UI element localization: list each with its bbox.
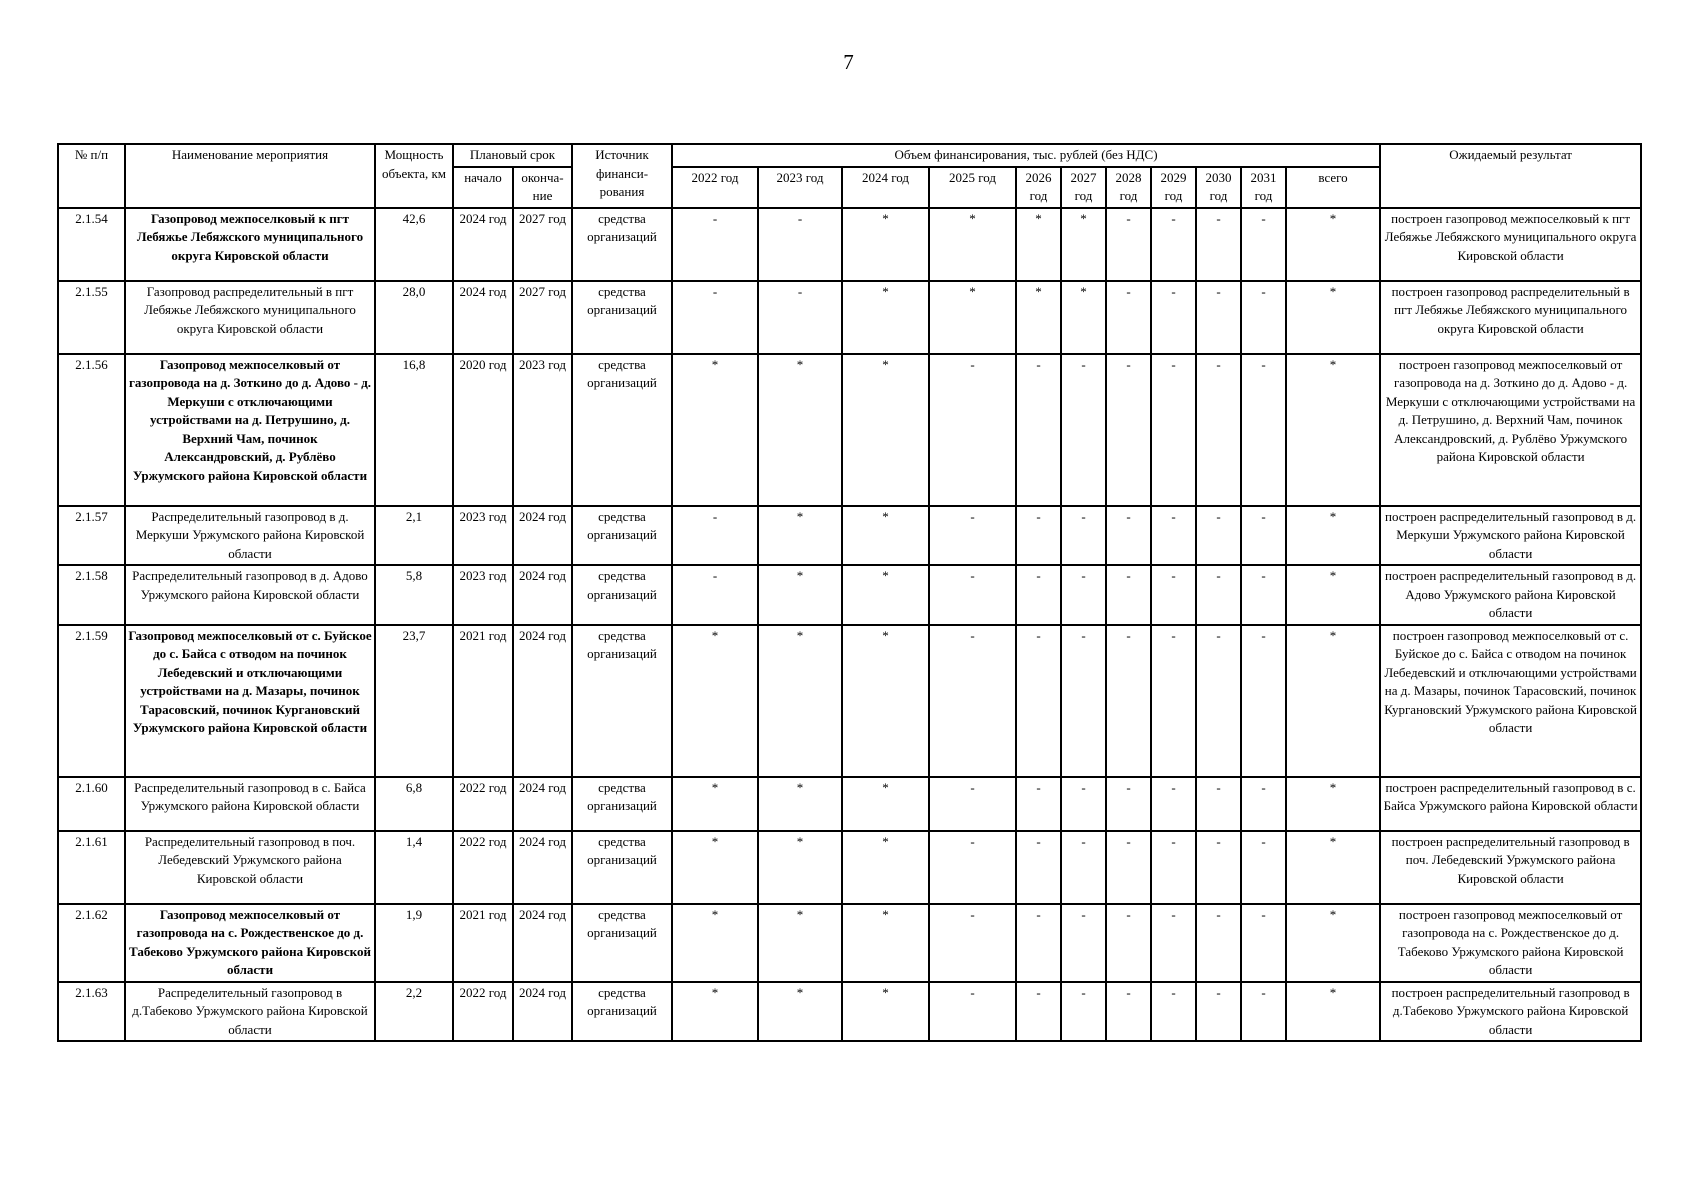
row-capacity-cell: 2,1 (375, 506, 453, 566)
row-financing-cell: - (758, 281, 842, 354)
row-financing-cell: - (1241, 354, 1286, 506)
row-financing-cell: - (929, 625, 1016, 777)
row-financing-cell: - (929, 565, 1016, 625)
row-financing-cell: * (842, 777, 929, 831)
col-year-2025-header: 2025 год (929, 167, 1016, 208)
row-start-cell: 2022 год (453, 777, 513, 831)
row-source-cell: средства организаций (572, 281, 672, 354)
row-end-cell: 2027 год (513, 208, 572, 281)
row-financing-cell: * (1016, 281, 1061, 354)
row-num-cell: 2.1.56 (58, 354, 125, 506)
row-financing-cell: - (1196, 565, 1241, 625)
row-end-cell: 2024 год (513, 831, 572, 904)
row-capacity-cell: 42,6 (375, 208, 453, 281)
row-financing-cell: - (1151, 354, 1196, 506)
row-financing-cell: - (1016, 982, 1061, 1042)
col-term-end-header: оконча-ние (513, 167, 572, 208)
row-financing-cell: - (1151, 565, 1196, 625)
row-name-cell: Распределительный газопровод в с. Байса Уржумского района Кировской области (125, 777, 375, 831)
row-financing-cell: - (1106, 506, 1151, 566)
col-year-2024-header: 2024 год (842, 167, 929, 208)
row-total-cell: * (1286, 904, 1380, 982)
row-financing-cell: - (1241, 777, 1286, 831)
table-row (58, 625, 1641, 777)
row-financing-cell: - (929, 506, 1016, 566)
row-financing-cell: - (1241, 982, 1286, 1042)
row-name-cell: Газопровод распределительный в пгт Лебяжье Лебяжского муниципального округа Кировской области (125, 281, 375, 354)
row-start-cell: 2021 год (453, 625, 513, 777)
row-financing-cell: * (672, 904, 758, 982)
row-name-cell: Газопровод межпоселковый от газопровода на д. Зоткино до д. Адово - д. Меркуши с отключающими устройствами на д. Петрушино, д. Верхний Чам, починок Александровский, д. Рублёво Уржумского района Кировской области (125, 354, 375, 506)
row-num-cell: 2.1.63 (58, 982, 125, 1042)
row-capacity-cell: 1,9 (375, 904, 453, 982)
row-financing-cell: - (1061, 904, 1106, 982)
row-num-cell: 2.1.60 (58, 777, 125, 831)
row-source-cell: средства организаций (572, 625, 672, 777)
row-financing-cell: - (1196, 208, 1241, 281)
row-financing-cell: - (672, 506, 758, 566)
row-end-cell: 2027 год (513, 281, 572, 354)
table-row (58, 831, 1641, 904)
col-year-2023-header: 2023 год (758, 167, 842, 208)
col-term-header: Плановый срок (453, 144, 572, 167)
row-financing-cell: - (1061, 982, 1106, 1042)
row-financing-cell: - (1241, 831, 1286, 904)
row-result-cell: построен распределительный газопровод в д.Табеково Уржумского района Кировской области (1380, 982, 1641, 1042)
row-financing-cell: - (1151, 831, 1196, 904)
row-num-cell: 2.1.57 (58, 506, 125, 566)
row-capacity-cell: 16,8 (375, 354, 453, 506)
row-financing-cell: * (842, 208, 929, 281)
row-source-cell: средства организаций (572, 506, 672, 566)
row-financing-cell: * (842, 625, 929, 777)
row-financing-cell: - (672, 208, 758, 281)
row-financing-cell: - (929, 777, 1016, 831)
row-financing-cell: * (672, 354, 758, 506)
row-start-cell: 2021 год (453, 904, 513, 982)
row-end-cell: 2024 год (513, 625, 572, 777)
row-financing-cell: * (929, 281, 1016, 354)
col-term-start-header: начало (453, 167, 513, 208)
row-financing-cell: - (1016, 354, 1061, 506)
row-financing-cell: - (1016, 904, 1061, 982)
row-financing-cell: - (1061, 354, 1106, 506)
row-end-cell: 2024 год (513, 777, 572, 831)
row-financing-cell: - (1241, 625, 1286, 777)
col-year-2031-header: 2031 год (1241, 167, 1286, 208)
row-financing-cell: - (1061, 777, 1106, 831)
row-financing-cell: - (1061, 565, 1106, 625)
row-result-cell: построен газопровод межпоселковый от с. Буйское до с. Байса с отводом на починок Лебедевский и отключающими устройствами на д. Мазары, починок Тарасовский, починок Кургановский Уржумского района Кировской области (1380, 625, 1641, 777)
row-source-cell: средства организаций (572, 904, 672, 982)
row-financing-cell: - (1241, 208, 1286, 281)
row-financing-cell: * (842, 281, 929, 354)
table-row (58, 982, 1641, 1042)
row-financing-cell: - (1196, 625, 1241, 777)
row-financing-cell: - (1196, 831, 1241, 904)
row-financing-cell: * (758, 777, 842, 831)
col-year-2022-header: 2022 год (672, 167, 758, 208)
row-result-cell: построен распределительный газопровод в д. Адово Уржумского района Кировской области (1380, 565, 1641, 625)
row-financing-cell: - (1016, 506, 1061, 566)
col-year-2028-header: 2028 год (1106, 167, 1151, 208)
col-total-header: всего (1286, 167, 1380, 208)
row-start-cell: 2024 год (453, 208, 513, 281)
row-start-cell: 2024 год (453, 281, 513, 354)
row-end-cell: 2024 год (513, 565, 572, 625)
row-financing-cell: - (1016, 777, 1061, 831)
table-row (58, 281, 1641, 354)
row-total-cell: * (1286, 281, 1380, 354)
program-table (57, 143, 1642, 1042)
table-row (58, 506, 1641, 566)
row-financing-cell: - (1196, 506, 1241, 566)
row-capacity-cell: 1,4 (375, 831, 453, 904)
row-financing-cell: - (758, 208, 842, 281)
row-source-cell: средства организаций (572, 777, 672, 831)
row-financing-cell: - (1061, 831, 1106, 904)
row-financing-cell: - (929, 831, 1016, 904)
row-num-cell: 2.1.58 (58, 565, 125, 625)
row-financing-cell: - (1106, 281, 1151, 354)
row-financing-cell: * (1061, 208, 1106, 281)
row-source-cell: средства организаций (572, 982, 672, 1042)
row-financing-cell: * (758, 565, 842, 625)
row-financing-cell: * (672, 625, 758, 777)
row-financing-cell: - (1061, 506, 1106, 566)
row-total-cell: * (1286, 625, 1380, 777)
row-name-cell: Распределительный газопровод в д. Адово Уржумского района Кировской области (125, 565, 375, 625)
row-name-cell: Распределительный газопровод в д. Меркуши Уржумского района Кировской области (125, 506, 375, 566)
row-financing-cell: - (1241, 904, 1286, 982)
row-financing-cell: - (1196, 281, 1241, 354)
col-source-header: Источник финанси-рования (572, 144, 672, 208)
row-financing-cell: - (1151, 982, 1196, 1042)
row-financing-cell: * (672, 982, 758, 1042)
row-financing-cell: - (1196, 354, 1241, 506)
row-financing-cell: * (842, 354, 929, 506)
row-num-cell: 2.1.55 (58, 281, 125, 354)
row-result-cell: построен распределительный газопровод в поч. Лебедевский Уржумского района Кировской области (1380, 831, 1641, 904)
row-result-cell: построен газопровод межпоселковый к пгт Лебяжье Лебяжского муниципального округа Кировской области (1380, 208, 1641, 281)
col-num-header: № п/п (58, 144, 125, 208)
row-source-cell: средства организаций (572, 565, 672, 625)
row-source-cell: средства организаций (572, 354, 672, 506)
row-financing-cell: - (1106, 354, 1151, 506)
col-year-2030-header: 2030 год (1196, 167, 1241, 208)
row-total-cell: * (1286, 506, 1380, 566)
col-name-header: Наименование мероприятия (125, 144, 375, 208)
row-result-cell: построен распределительный газопровод в д. Меркуши Уржумского района Кировской области (1380, 506, 1641, 566)
row-capacity-cell: 23,7 (375, 625, 453, 777)
row-end-cell: 2024 год (513, 982, 572, 1042)
row-name-cell: Распределительный газопровод в д.Табеково Уржумского района Кировской области (125, 982, 375, 1042)
row-financing-cell: - (672, 281, 758, 354)
row-financing-cell: * (758, 904, 842, 982)
header-row-1 (58, 144, 1641, 167)
row-financing-cell: * (929, 208, 1016, 281)
row-financing-cell: * (1061, 281, 1106, 354)
row-financing-cell: - (672, 565, 758, 625)
col-year-2027-header: 2027 год (1061, 167, 1106, 208)
row-financing-cell: - (1016, 831, 1061, 904)
row-total-cell: * (1286, 565, 1380, 625)
row-financing-cell: - (1241, 506, 1286, 566)
row-financing-cell: - (1241, 565, 1286, 625)
row-end-cell: 2024 год (513, 506, 572, 566)
row-end-cell: 2023 год (513, 354, 572, 506)
row-num-cell: 2.1.59 (58, 625, 125, 777)
row-financing-cell: - (1196, 904, 1241, 982)
row-financing-cell: - (929, 982, 1016, 1042)
row-financing-cell: - (1151, 281, 1196, 354)
row-num-cell: 2.1.61 (58, 831, 125, 904)
row-name-cell: Газопровод межпоселковый к пгт Лебяжье Лебяжского муниципального округа Кировской области (125, 208, 375, 281)
table-row (58, 904, 1641, 982)
row-financing-cell: * (758, 982, 842, 1042)
row-financing-cell: - (1196, 982, 1241, 1042)
col-capacity-header: Мощность объекта, км (375, 144, 453, 208)
row-name-cell: Газопровод межпоселковый от с. Буйское до с. Байса с отводом на починок Лебедевский и отключающими устройствами на д. Мазары, починок Тарасовский, починок Кургановский Уржумского района Кировской области (125, 625, 375, 777)
row-financing-cell: - (1151, 904, 1196, 982)
row-financing-cell: * (758, 354, 842, 506)
row-financing-cell: - (1106, 831, 1151, 904)
row-result-cell: построен газопровод межпоселковый от газопровода на с. Рождественское до д. Табеково Уржумского района Кировской области (1380, 904, 1641, 982)
row-total-cell: * (1286, 777, 1380, 831)
table-body (58, 208, 1641, 1042)
col-year-2029-header: 2029 год (1151, 167, 1196, 208)
row-financing-cell: - (1196, 777, 1241, 831)
row-financing-cell: - (1106, 625, 1151, 777)
row-financing-cell: * (842, 831, 929, 904)
row-financing-cell: * (1016, 208, 1061, 281)
row-financing-cell: * (672, 831, 758, 904)
row-financing-cell: - (1016, 565, 1061, 625)
col-financing-header: Объем финансирования, тыс. рублей (без НДС) (672, 144, 1380, 167)
row-name-cell: Распределительный газопровод в поч. Лебедевский Уржумского района Кировской области (125, 831, 375, 904)
row-total-cell: * (1286, 208, 1380, 281)
row-financing-cell: - (1151, 208, 1196, 281)
row-end-cell: 2024 год (513, 904, 572, 982)
row-financing-cell: * (672, 777, 758, 831)
row-financing-cell: - (1151, 777, 1196, 831)
row-start-cell: 2023 год (453, 506, 513, 566)
row-start-cell: 2022 год (453, 982, 513, 1042)
row-start-cell: 2020 год (453, 354, 513, 506)
row-financing-cell: * (842, 506, 929, 566)
row-capacity-cell: 5,8 (375, 565, 453, 625)
row-total-cell: * (1286, 354, 1380, 506)
row-num-cell: 2.1.54 (58, 208, 125, 281)
row-financing-cell: - (1151, 625, 1196, 777)
row-result-cell: построен распределительный газопровод в с. Байса Уржумского района Кировской области (1380, 777, 1641, 831)
row-financing-cell: - (929, 904, 1016, 982)
row-financing-cell: - (1151, 506, 1196, 566)
row-capacity-cell: 6,8 (375, 777, 453, 831)
row-source-cell: средства организаций (572, 208, 672, 281)
row-financing-cell: - (929, 354, 1016, 506)
row-financing-cell: * (758, 506, 842, 566)
row-total-cell: * (1286, 831, 1380, 904)
row-financing-cell: - (1106, 777, 1151, 831)
row-financing-cell: * (758, 625, 842, 777)
row-financing-cell: * (842, 982, 929, 1042)
row-financing-cell: - (1106, 565, 1151, 625)
table-row (58, 565, 1641, 625)
row-financing-cell: * (842, 904, 929, 982)
row-result-cell: построен газопровод межпоселковый от газопровода на д. Зоткино до д. Адово - д. Меркуши с отключающими устройствами на д. Петрушино, д. Верхний Чам, починок Александровский, д. Рублёво Уржумского района Кировской области (1380, 354, 1641, 506)
col-result-header: Ожидаемый результат (1380, 144, 1641, 208)
row-total-cell: * (1286, 982, 1380, 1042)
row-financing-cell: * (758, 831, 842, 904)
row-start-cell: 2023 год (453, 565, 513, 625)
row-capacity-cell: 28,0 (375, 281, 453, 354)
row-financing-cell: - (1106, 208, 1151, 281)
page-number: 7 (843, 50, 854, 74)
row-source-cell: средства организаций (572, 831, 672, 904)
row-financing-cell: - (1106, 982, 1151, 1042)
row-capacity-cell: 2,2 (375, 982, 453, 1042)
col-year-2026-header: 2026 год (1016, 167, 1061, 208)
row-num-cell: 2.1.62 (58, 904, 125, 982)
row-name-cell: Газопровод межпоселковый от газопровода на с. Рождественское до д. Табеково Уржумского района Кировской области (125, 904, 375, 982)
row-financing-cell: - (1061, 625, 1106, 777)
row-start-cell: 2022 год (453, 831, 513, 904)
row-financing-cell: * (842, 565, 929, 625)
table-row (58, 777, 1641, 831)
table-row (58, 354, 1641, 506)
table-row (58, 208, 1641, 281)
row-financing-cell: - (1016, 625, 1061, 777)
row-financing-cell: - (1106, 904, 1151, 982)
row-financing-cell: - (1241, 281, 1286, 354)
row-result-cell: построен газопровод распределительный в пгт Лебяжье Лебяжского муниципального округа Кировской области (1380, 281, 1641, 354)
